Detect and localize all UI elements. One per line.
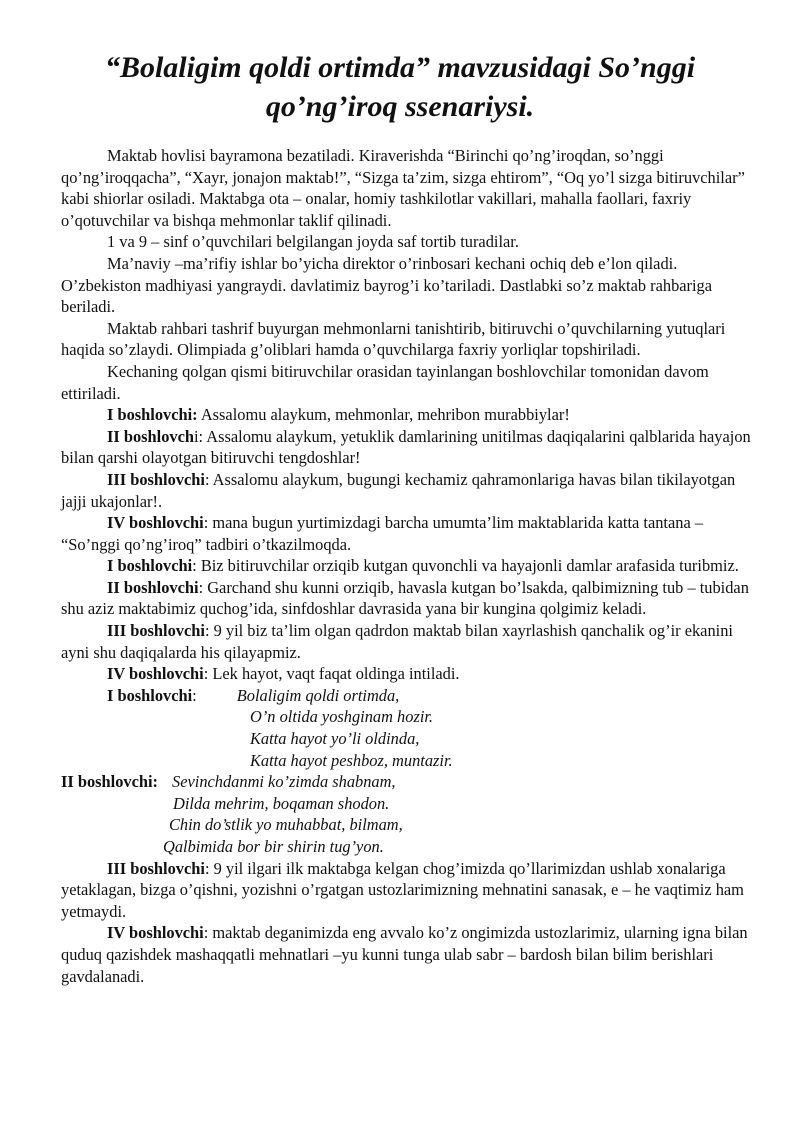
paragraph: Maktab rahbari tashrif buyurgan mehmonlarni tanishtirib, bitiruvchi o’quvchilarning yutuqlari haqida so’zlaydi. Olimpiada g’oliblari hamda o’quvchilarga faxriy yorliqlar topshiriladi. — [61, 318, 726, 360]
poem-line — [61, 771, 751, 793]
poem-block-2 — [61, 771, 751, 857]
poem-line: O’n oltida yoshginam hozir. — [250, 707, 434, 727]
poem-line: Katta hayot yo’li oldinda, — [250, 729, 420, 749]
dialogue-line — [61, 858, 751, 923]
dialogue-text: : Biz bitiruvchilar orziqib kutgan quvonchli va hayajonli damlar arafasida turibmiz. — [192, 556, 739, 576]
dialogue-line — [61, 404, 751, 426]
speaker-label: IV boshlovchi — [107, 513, 204, 533]
speaker-label: I boshlovchi — [107, 685, 193, 705]
dialogue-text: : 9 yil ilgari ilk maktabga kelgan chog’imizda qo’llarimizdan ushlab xonalariga yetaklagan, bizga o’qishni, yozishni o’rgatgan ustozlarimizning mehnatini sanasak, e – he vaqtimiz ham yetmaydi. — [61, 858, 744, 921]
paragraph: Kechaning qolgan qismi bitiruvchilar orasidan tayinlangan boshlovchilar tomonidan davom ettiriladi. — [61, 361, 709, 403]
paragraph: 1 va 9 – sinf o’quvchilari belgilangan joyda saf tortib turadilar. — [107, 232, 519, 252]
page-title: “Bolaligim qoldi ortimda” mavzusidagi So’nggi qo’ng’iroq ssenariysi. — [104, 51, 696, 123]
dialogue-line — [61, 512, 751, 555]
speaker-label: III boshlovchi — [107, 621, 205, 641]
poem-block-1 — [61, 685, 751, 771]
dialogue-text: : Garchand shu kunni orziqib, havasla kutgan bo’lsakda, qalbimizning tub – tubidan shu aziz maktabimiz quchog’ida, sinfdoshlar davrasida yana bir kungina qolgimiz keladi. — [61, 577, 749, 619]
poem-text: Sevinchdanmi ko’zimda shabnam, — [172, 772, 396, 792]
speaker-label: IV boshlovchi — [107, 664, 204, 684]
document-body — [61, 145, 751, 987]
poem-line: Chin do’stlik yo muhabbat, bilmam, — [169, 815, 403, 835]
poem-text: Bolaligim qoldi ortimda, — [236, 685, 400, 705]
dialogue-text: : maktab deganimizda eng avvalo ko’z ongimizda ustozlarimiz, ularning igna bilan quduq qazishdek mashaqqatli mehnatlari –yu kunni tunga ulab sabr – bardosh bilan bilim berishlari gavdalanadi. — [61, 923, 748, 986]
speaker-label: II boshlovch — [107, 426, 194, 446]
speaker-label: III boshlovchi — [107, 469, 205, 489]
dialogue-text: : mana bugun yurtimizdagi barcha umumta’lim maktablarida katta tantana – “So’nggi qo’ng’iroq” tadbiri o’tkazilmoqda. — [61, 513, 704, 554]
paragraph: Ma’naviy –ma’rifiy ishlar bo’yicha direktor o’rinbosari kechani ochiq deb e’lon qiladi. O’zbekiston madhiyasi yangraydi. davlatimiz bayrog’i ko’tariladi. Dastlabki so’z maktab rahbariga beriladi. — [61, 253, 713, 317]
dialogue-line — [61, 469, 751, 512]
speaker-label: II boshlovchi: — [61, 772, 159, 792]
dialogue-text: : Assalomu alaykum, bugungi kechamiz qahramonlariga havas bilan tikilayotgan jajji ukajonlar!. — [61, 469, 736, 511]
poem-line: Katta hayot peshboz, muntazir. — [250, 750, 453, 770]
dialogue-line — [61, 663, 751, 685]
dialogue-line — [61, 620, 751, 663]
poem-line: Qalbimida bor bir shirin tug’yon. — [163, 837, 384, 856]
dialogue-text: Assalomu alaykum, mehmonlar, mehribon murabbiylar! — [197, 405, 570, 425]
speaker-label: I boshlovchi — [107, 556, 193, 576]
speaker-label: III boshlovchi — [107, 858, 205, 878]
dialogue-line — [61, 922, 751, 987]
dialogue-line — [61, 555, 751, 577]
dialogue-text: : 9 yil biz ta’lim olgan qadrdon maktab bilan xayrlashish qanchalik og’ir ekanini ayni shu daqiqalarda his qilayapmiz. — [61, 621, 733, 662]
dialogue-text: i: Assalomu alaykum, yetuklik damlarining unitilmas daqiqalarini qalblarida hayajon bilan qarshi olayotgan bitiruvchi tengdoshlar! — [61, 426, 751, 468]
speaker-colon: : — [192, 685, 197, 705]
speaker-label: IV boshlovchi — [107, 923, 204, 943]
poem-line — [61, 685, 751, 707]
dialogue-line — [61, 426, 751, 469]
speaker-label: I boshlovchi: — [107, 405, 198, 425]
poem-line: Dilda mehrim, boqaman shodon. — [173, 793, 390, 813]
speaker-label: II boshlovchi — [107, 577, 199, 597]
paragraph: Maktab hovlisi bayramona bezatiladi. Kiraverishda “Birinchi qo’ng’iroqdan, so’nggi qo’ng’iroqqacha”, “Xayr, jonajon maktab!”, “Sizga ta’zim, sizga ehtirom”, “Oq yo’l sizga bitiruvchilar” kabi shiorlar osiladi. Maktabga ota – onalar, homiy tashkilotlar vakillari, mahalla faollari, faxriy o’qotuvchilar va bishqa mehmonlar taklif qilinadi. — [61, 146, 745, 230]
dialogue-text: : Lek hayot, vaqt faqat oldinga intiladi. — [203, 664, 460, 684]
dialogue-line — [61, 577, 751, 620]
